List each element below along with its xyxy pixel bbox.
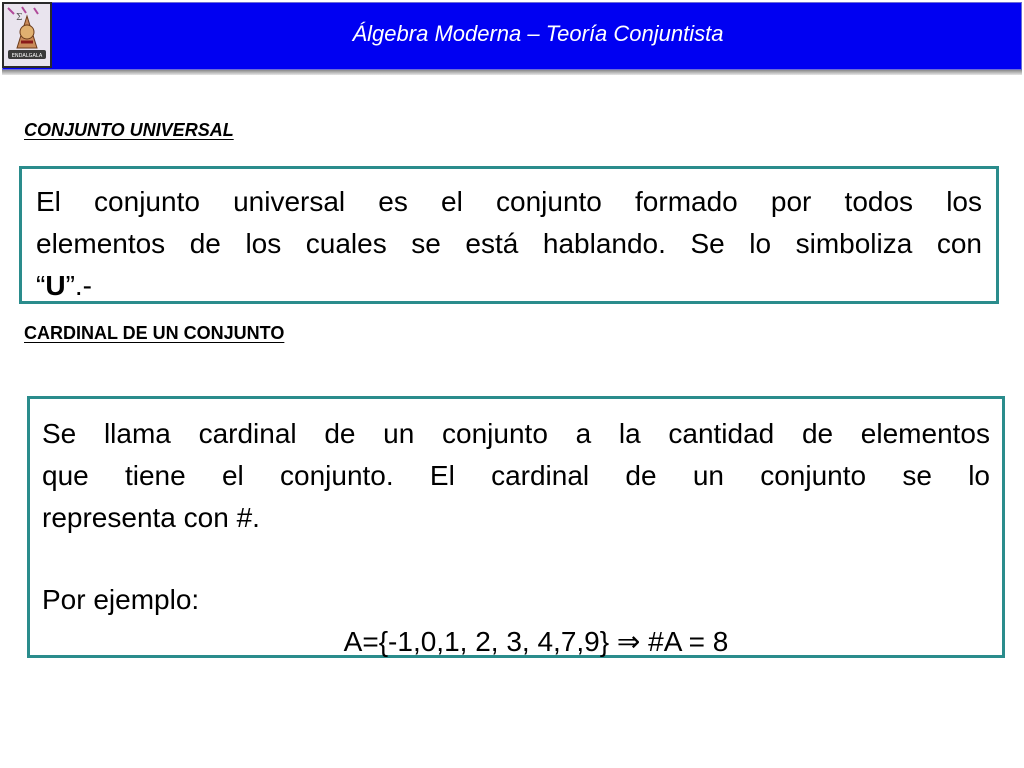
section-heading-universal: CONJUNTO UNIVERSAL	[24, 120, 234, 140]
definition-box-universal	[19, 166, 999, 304]
close-quote: ”.-	[65, 270, 92, 301]
text-line: que tiene el conjunto. El cardinal de un conjunto se lo	[42, 460, 990, 491]
logo-label: ENDALGALA	[11, 53, 43, 59]
open-quote: “	[36, 270, 46, 301]
definition-text-cardinal	[42, 413, 990, 539]
example-label: Por ejemplo:	[42, 584, 200, 615]
text-line: representa con #.	[42, 502, 260, 533]
page-title: Álgebra Moderna – Teoría Conjuntista	[352, 21, 724, 46]
definition-box-cardinal	[27, 396, 1005, 658]
svg-text:Σ: Σ	[16, 13, 23, 23]
definition-text-universal	[36, 181, 982, 307]
text-line: elementos de los cuales se está hablando. Se lo simboliza con	[36, 228, 982, 259]
section-heading-cardinal: CARDINAL DE UN CONJUNTO	[24, 323, 285, 343]
text-line: El conjunto universal es el conjunto formado por todos los	[36, 186, 982, 217]
endalgala-logo	[2, 2, 52, 68]
text-line: Se llama cardinal de un conjunto a la cantidad de elementos	[42, 418, 990, 449]
text-line	[36, 270, 92, 301]
example-formula: A={-1,0,1, 2, 3, 4,7,9} ⇒ #A = 8	[343, 626, 729, 657]
universal-symbol: U	[45, 270, 66, 301]
header-shadow	[2, 70, 1022, 75]
